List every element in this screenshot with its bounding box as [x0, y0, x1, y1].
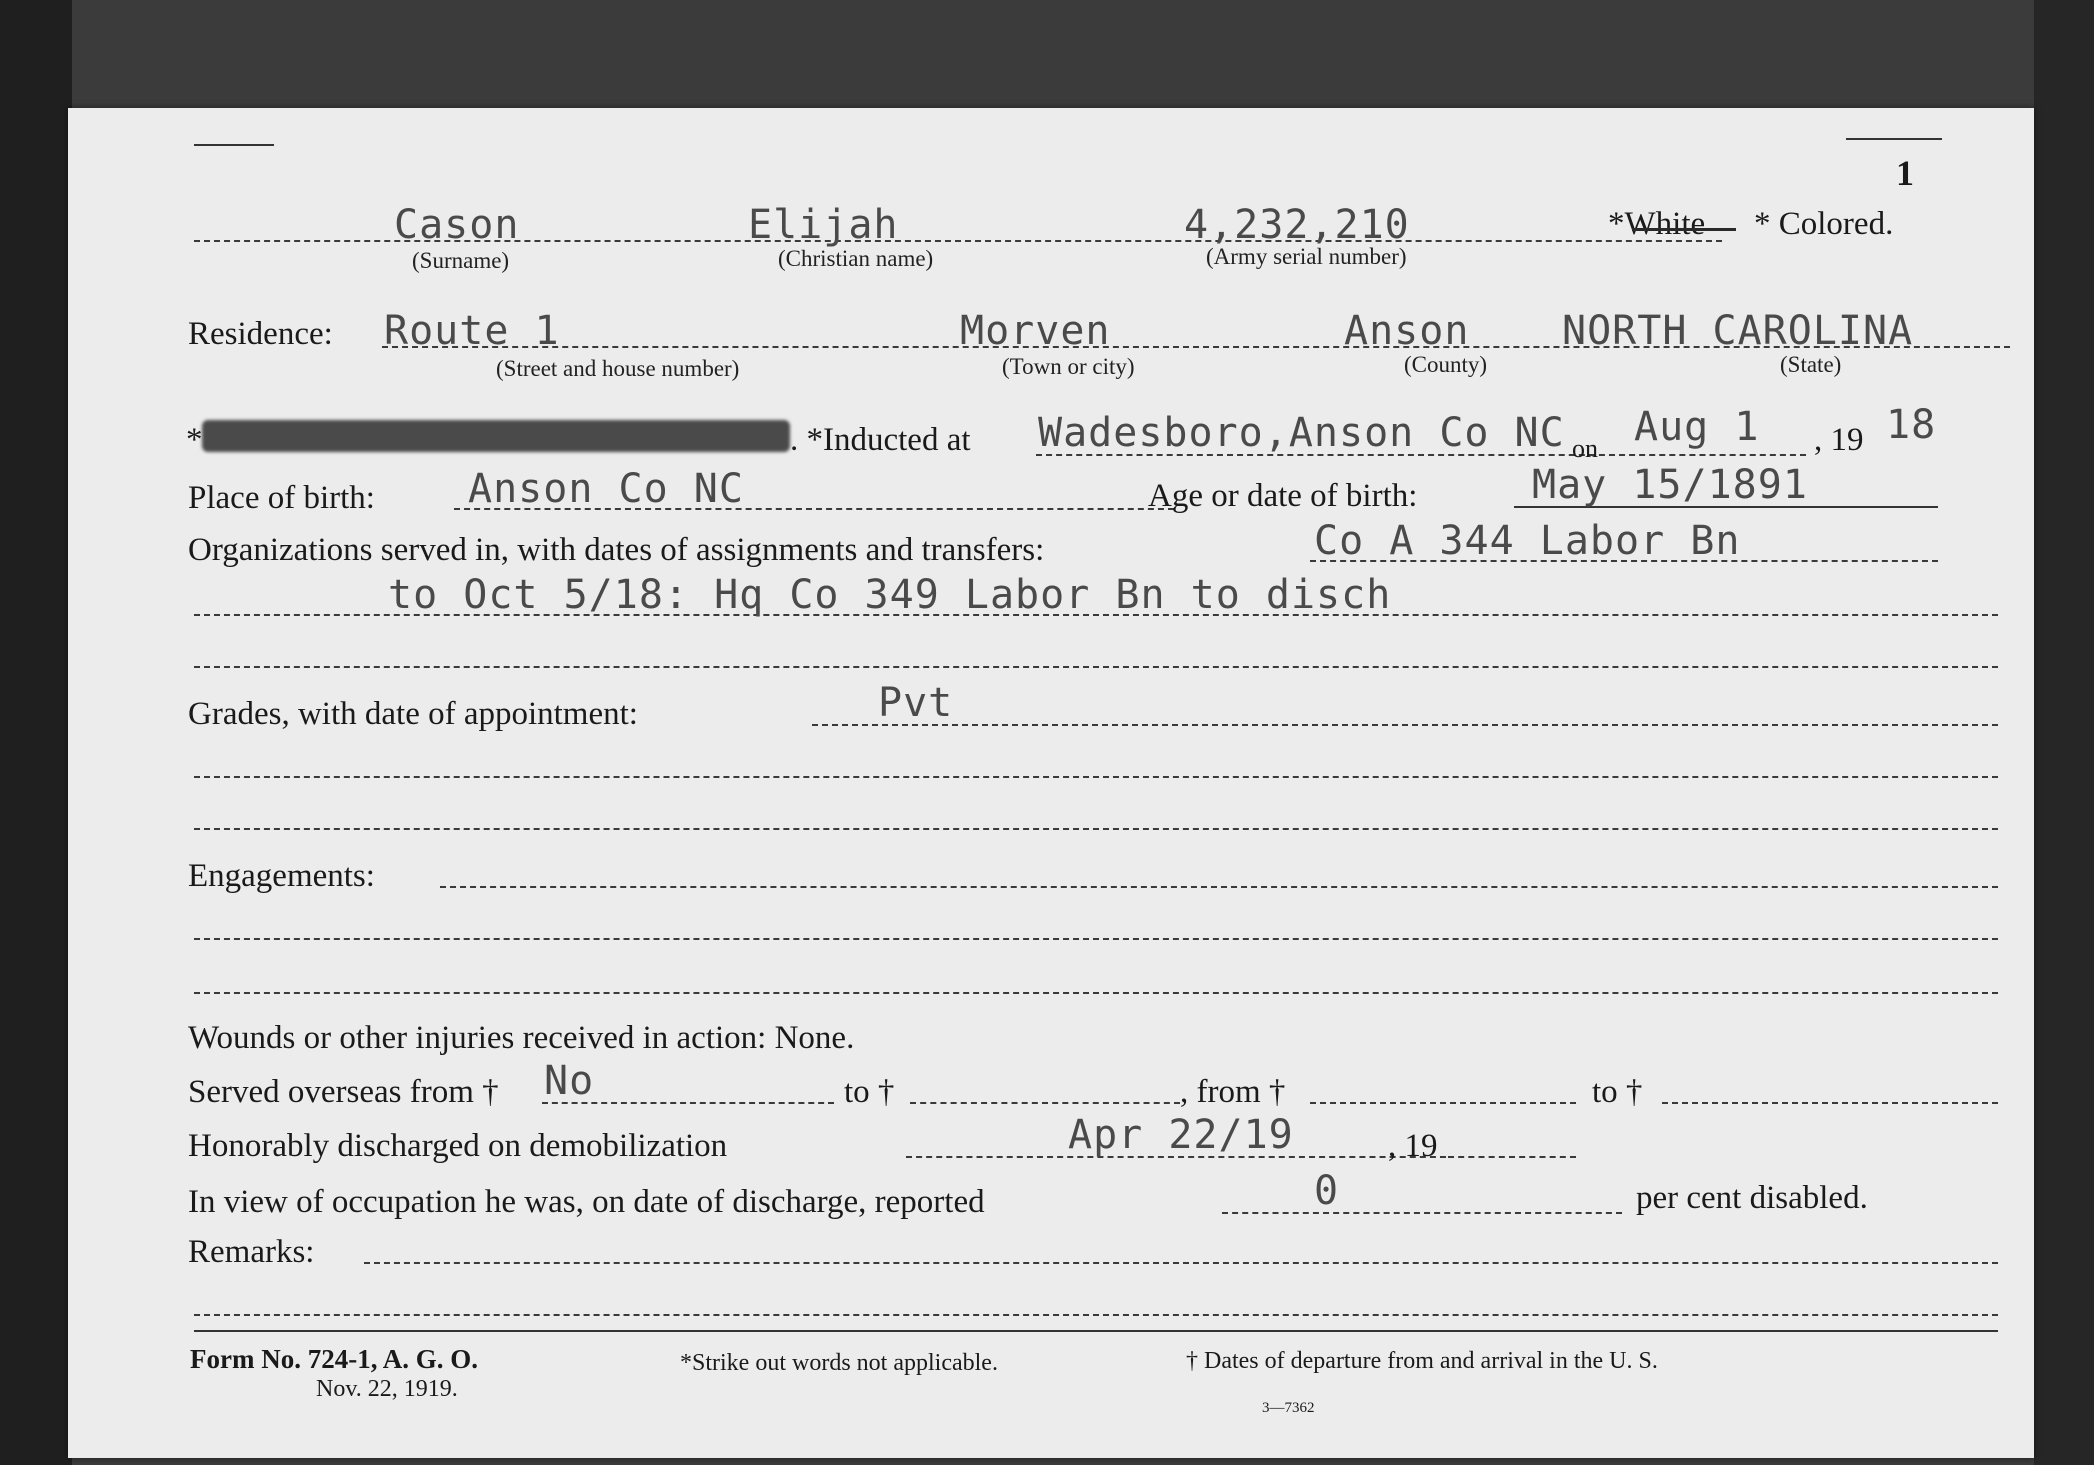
discharged-label: Honorably discharged on demobilization	[188, 1128, 728, 1164]
county-value: Anson	[1344, 308, 1470, 354]
footnote-strike: *Strike out words not applicable.	[680, 1350, 998, 1376]
organizations-line-3	[194, 666, 1998, 668]
enlisted-asterisk: *	[186, 422, 203, 458]
overseas-label: Served overseas from †	[188, 1074, 499, 1110]
right-dark-border	[2034, 0, 2094, 1465]
birthplace-label: Place of birth:	[188, 480, 375, 516]
serial-number-value: 4,232,210	[1184, 202, 1410, 248]
overseas-from-label-2: , from †	[1180, 1074, 1286, 1110]
race-colored-label: * Colored.	[1754, 206, 1894, 242]
surname-caption: (Surname)	[412, 248, 510, 273]
engagements-label: Engagements:	[188, 858, 375, 894]
town-value: Morven	[960, 308, 1111, 354]
form-date: Nov. 22, 1919.	[316, 1376, 458, 1402]
wounds-label: Wounds or other injuries received in action: None.	[188, 1020, 855, 1056]
surname-value: Cason	[394, 202, 520, 248]
top-left-rule	[194, 144, 274, 146]
inducted-date-value: Aug 1	[1634, 404, 1760, 450]
overseas-to-label-2: to †	[1592, 1074, 1643, 1110]
birthdate-value: May 15/1891	[1532, 462, 1808, 508]
organizations-value-2: to Oct 5/18: Hq Co 349 Labor Bn to disch	[388, 572, 1392, 618]
organizations-value-1: Co A 344 Labor Bn	[1314, 518, 1741, 564]
print-code: 3—7362	[1262, 1400, 1315, 1416]
service-record-card	[68, 108, 2034, 1458]
enlisted-redaction	[202, 420, 790, 452]
organizations-label: Organizations served in, with dates of assignments and transfers:	[188, 532, 1045, 568]
footnote-dates: † Dates of departure from and arrival in the U. S.	[1186, 1348, 1658, 1374]
grades-line-1	[812, 724, 1998, 726]
engagements-line-3	[194, 992, 1998, 994]
state-value: NORTH CAROLINA	[1562, 308, 1914, 354]
street-caption: (Street and house number)	[496, 356, 740, 381]
on-label: on	[1572, 434, 1598, 463]
left-dark-border	[0, 0, 72, 1465]
overseas-to-line	[910, 1102, 1180, 1104]
residence-label: Residence:	[188, 316, 333, 352]
occupation-label: In view of occupation he was, on date of discharge, reported	[188, 1184, 985, 1220]
engagements-line-1	[440, 886, 1998, 888]
discharge-date-value: Apr 22/19	[1068, 1112, 1294, 1158]
discharge-year-line	[1448, 1156, 1576, 1158]
remarks-label: Remarks:	[188, 1234, 315, 1270]
overseas-from-line-2	[1310, 1102, 1576, 1104]
top-right-rule	[1846, 138, 1942, 140]
birthplace-value: Anson Co NC	[468, 466, 744, 512]
street-value: Route 1	[384, 308, 560, 354]
overseas-to-label: to †	[844, 1074, 895, 1110]
christian-name-caption: (Christian name)	[778, 246, 934, 271]
disabled-line	[1222, 1212, 1622, 1214]
engagements-line-2	[194, 938, 1998, 940]
race-white-strike	[1632, 228, 1736, 231]
state-caption: (State)	[1780, 352, 1842, 377]
remarks-line-1	[364, 1262, 1998, 1264]
remarks-line-2	[194, 1314, 1998, 1316]
grades-line-3	[194, 828, 1998, 830]
footer-rule	[194, 1330, 1998, 1332]
inducted-place-value: Wadesboro,Anson Co NC	[1038, 410, 1565, 456]
grades-line-2	[194, 776, 1998, 778]
overseas-value: No	[544, 1058, 595, 1104]
inducted-label: . *Inducted at	[790, 422, 971, 458]
serial-number-caption: (Army serial number)	[1206, 244, 1407, 269]
discharge-year-label: , 19	[1388, 1128, 1438, 1164]
year-prefix-label: , 19	[1814, 422, 1864, 458]
form-number: Form No. 724-1, A. G. O.	[190, 1344, 478, 1374]
disabled-value: 0	[1314, 1168, 1340, 1214]
inducted-year-value: 18	[1886, 402, 1937, 448]
grade-value: Pvt	[878, 680, 954, 726]
grades-label: Grades, with date of appointment:	[188, 696, 638, 732]
town-caption: (Town or city)	[1002, 354, 1135, 379]
card-number: 1	[1896, 153, 1914, 193]
overseas-to-line-2	[1662, 1102, 1998, 1104]
race-white-label: *White	[1608, 206, 1706, 242]
county-caption: (County)	[1404, 352, 1488, 377]
disabled-label: per cent disabled.	[1636, 1180, 1868, 1216]
christian-name-value: Elijah	[748, 202, 899, 248]
birthdate-label: Age or date of birth:	[1148, 478, 1418, 514]
